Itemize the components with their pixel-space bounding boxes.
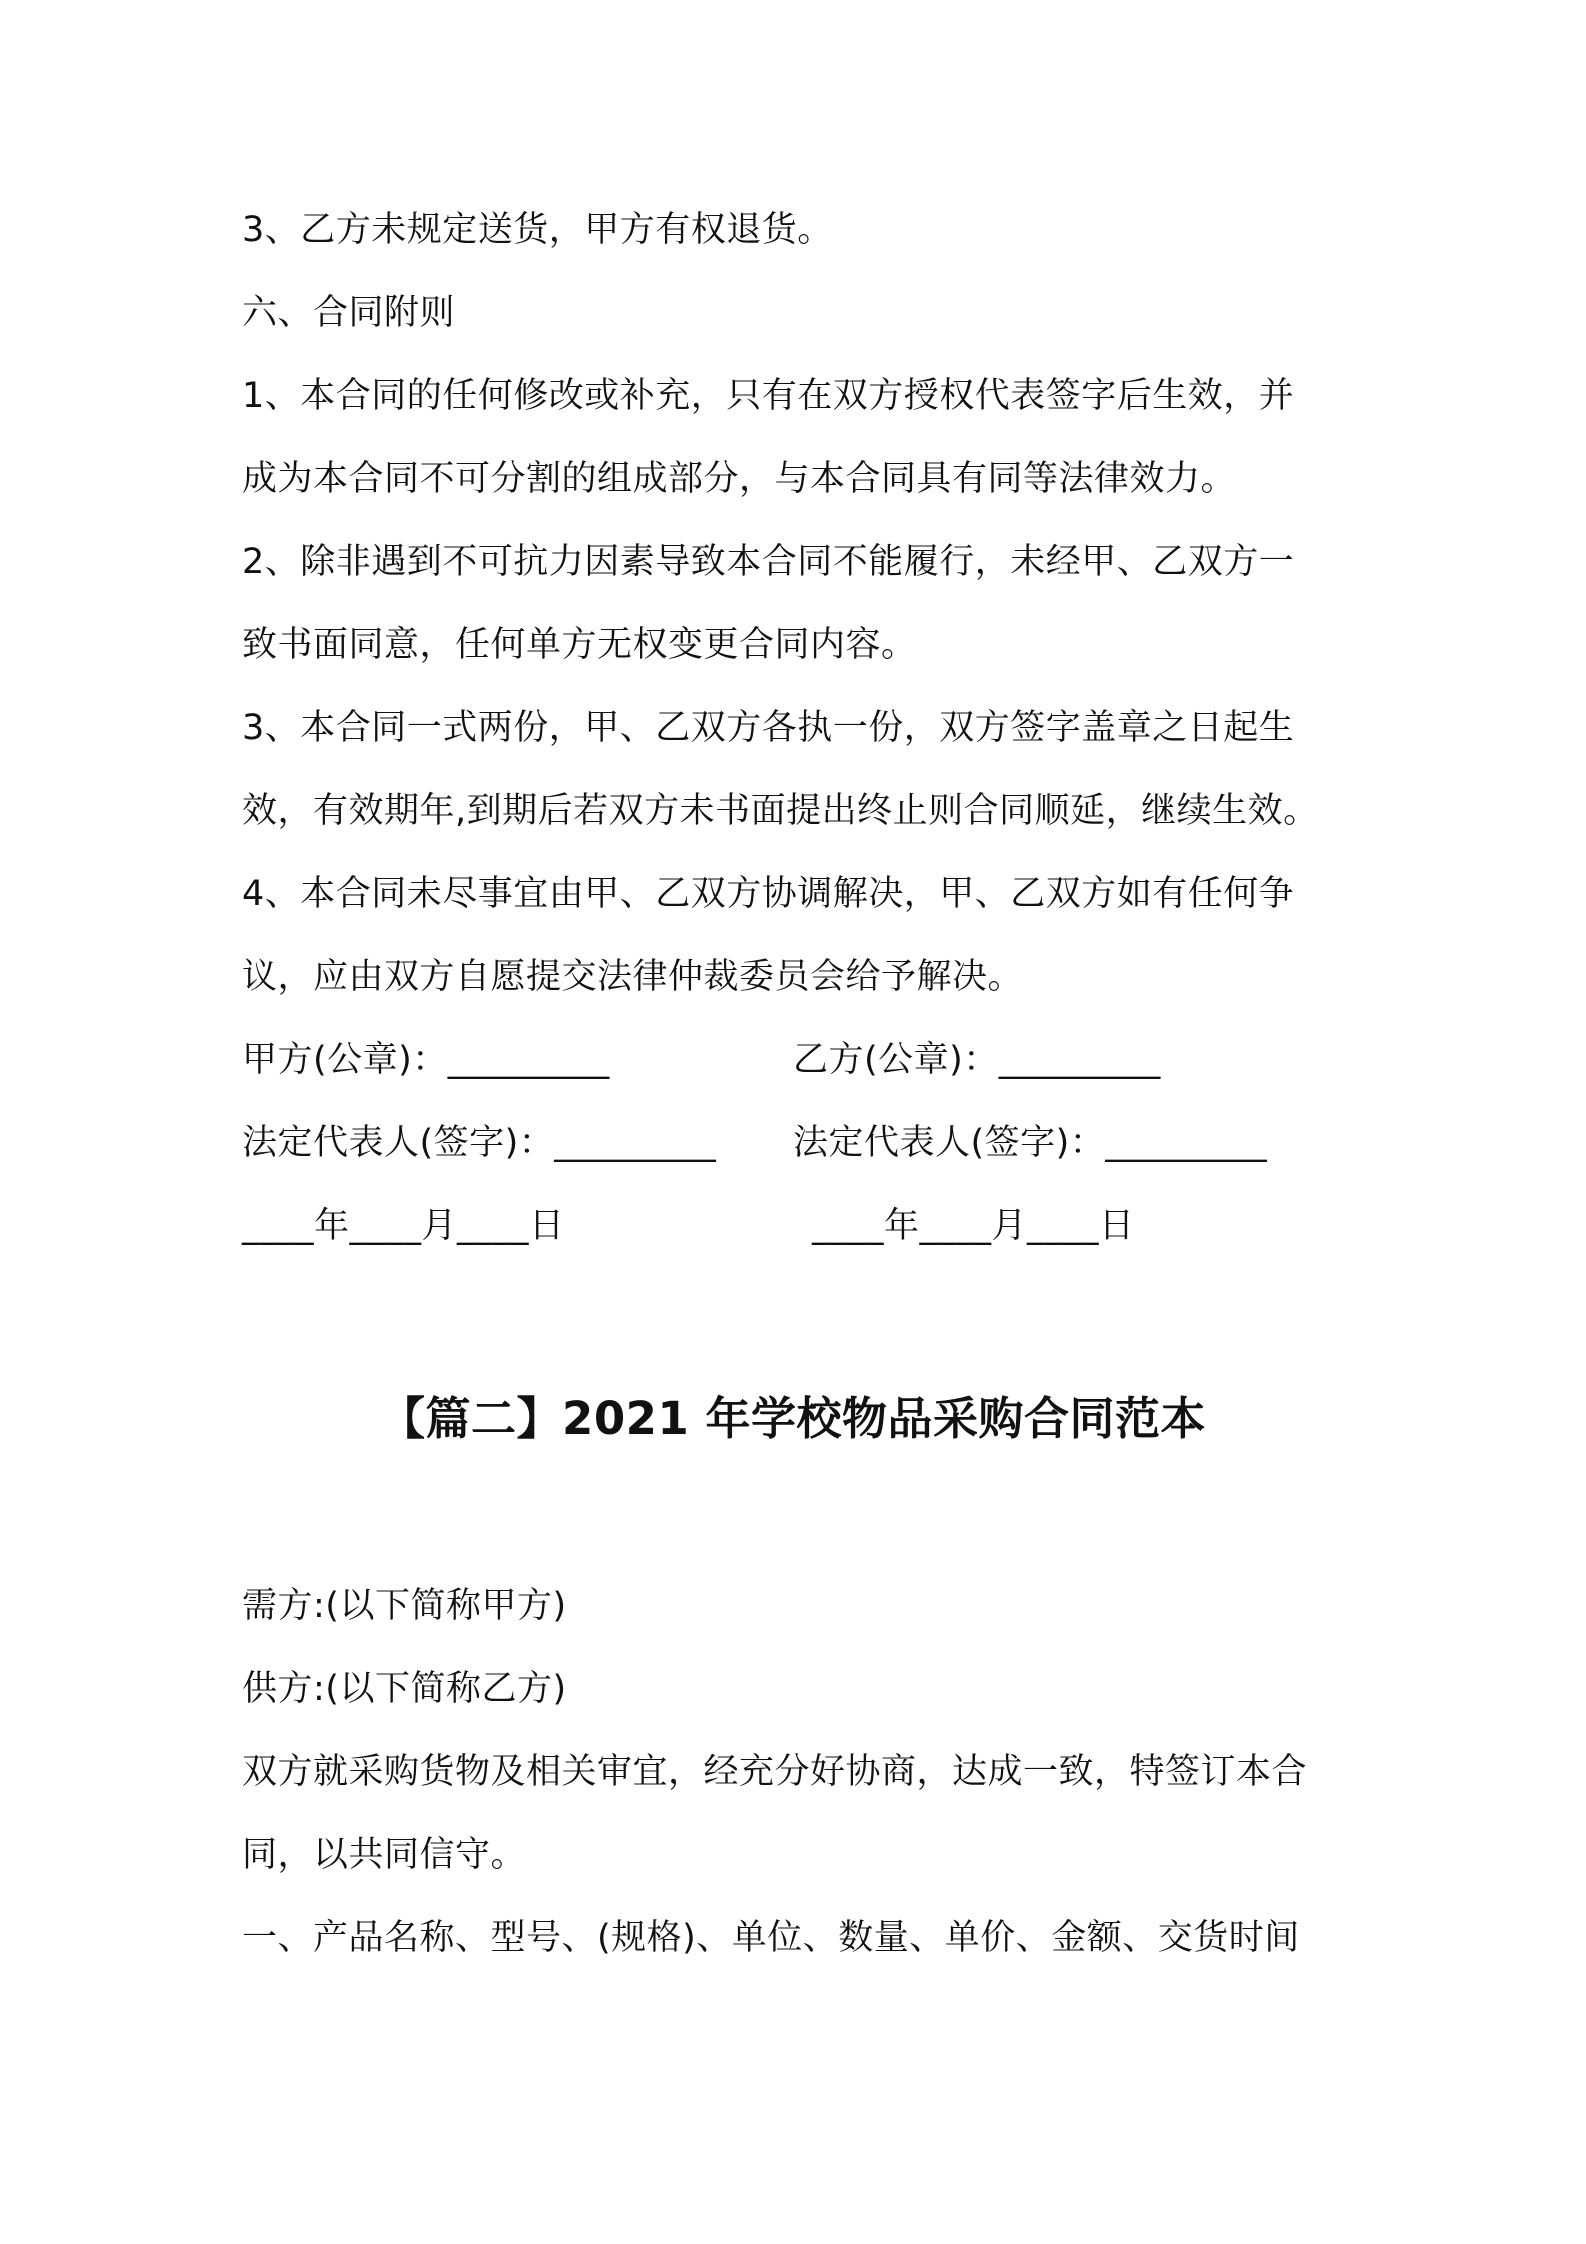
intro-line-1: 双方就采购货物及相关审宜，经充分好协商，达成一致，特签订本合 <box>242 1752 1308 1792</box>
buyer-line: 需方:(以下简称甲方) <box>242 1586 567 1626</box>
appendix-clause-4-line-2: 议，应由双方自愿提交法律仲裁委员会给予解决。 <box>242 957 1024 997</box>
section-title: 【篇二】2021 年学校物品采购合同范本 <box>380 1392 1206 1445</box>
party-a-seal-field: 甲方(公章)：_________ <box>242 1040 610 1080</box>
appendix-clause-2-line-2: 致书面同意，任何单方无权变更合同内容。 <box>242 625 917 665</box>
section-heading-products: 一、产品名称、型号、(规格)、单位、数量、单价、金额、交货时间 <box>242 1918 1300 1958</box>
party-a-representative-field: 法定代表人(签字)：_________ <box>242 1123 717 1163</box>
party-b-representative-field: 法定代表人(签字)：_________ <box>793 1123 1268 1163</box>
appendix-clause-3-line-1: 3、本合同一式两份，甲、乙双方各执一份，双方签字盖章之日起生 <box>242 708 1295 748</box>
appendix-clause-3-line-2: 效，有效期年,到期后若双方未书面提出终止则合同顺延，继续生效。 <box>242 791 1319 831</box>
appendix-clause-2-line-1: 2、除非遇到不可抗力因素导致本合同不能履行，未经甲、乙双方一 <box>242 542 1295 582</box>
party-a-date-field: ____年____月____日 <box>242 1206 565 1246</box>
intro-line-2: 同，以共同信守。 <box>242 1835 527 1875</box>
appendix-clause-1-line-2: 成为本合同不可分割的组成部分，与本合同具有同等法律效力。 <box>242 459 1237 499</box>
supplier-line: 供方:(以下简称乙方) <box>242 1669 567 1709</box>
party-b-seal-field: 乙方(公章)：_________ <box>793 1040 1161 1080</box>
clause-return-goods: 3、乙方未规定送货，甲方有权退货。 <box>242 210 833 250</box>
section-heading-appendix: 六、合同附则 <box>242 293 456 333</box>
appendix-clause-1-line-1: 1、本合同的任何修改或补充，只有在双方授权代表签字后生效，并 <box>242 376 1295 416</box>
party-b-date-field: ____年____月____日 <box>812 1206 1135 1246</box>
appendix-clause-4-line-1: 4、本合同未尽事宜由甲、乙双方协调解决，甲、乙双方如有任何争 <box>242 874 1295 914</box>
